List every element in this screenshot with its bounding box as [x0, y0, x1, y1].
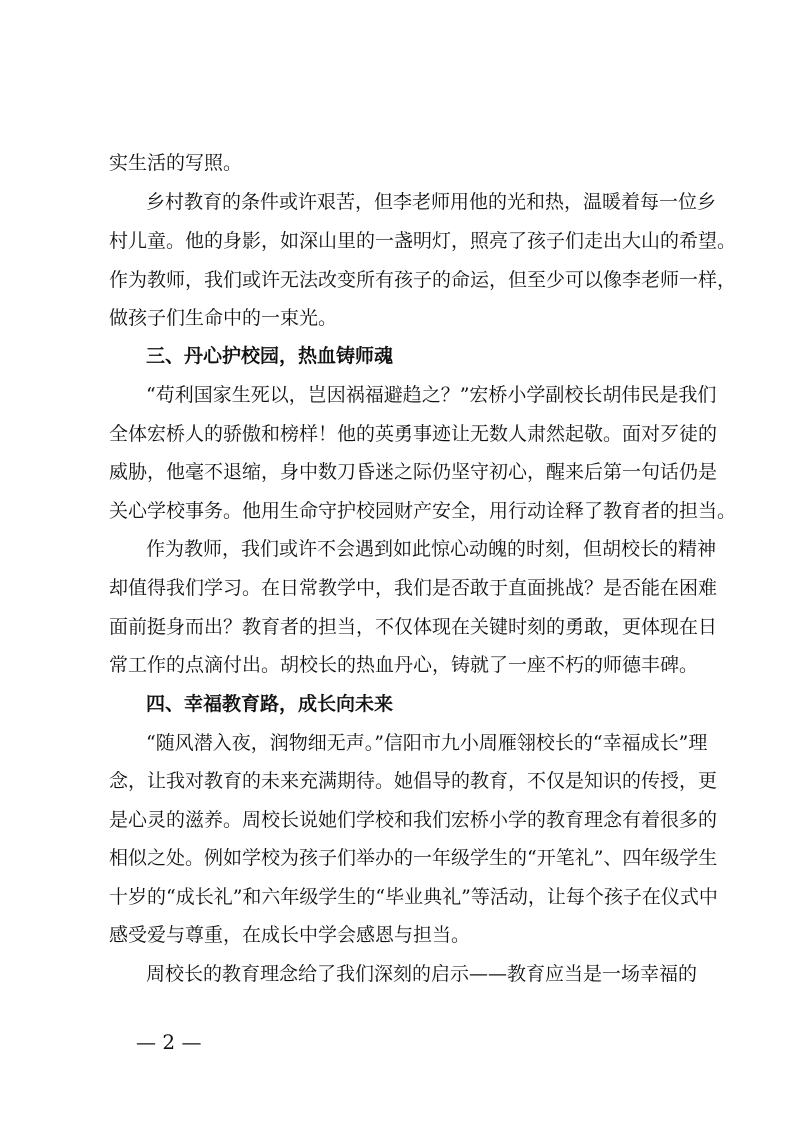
page-number: — 2 —	[136, 1030, 202, 1054]
text-line-14: 常工作的点滴付出。胡校长的热血丹心，铸就了一座不朽的师德丰碑。	[109, 654, 699, 676]
text-line-21: 感受爱与尊重，在成长中学会感恩与担当。	[109, 924, 471, 946]
text-line-1: 实生活的写照。	[109, 152, 243, 174]
section-heading-3: 三、丹心护校园，热血铸师魂	[146, 345, 394, 367]
text-line-22: 周校长的教育理念给了我们深刻的启示——教育应当是一场幸福的	[146, 963, 698, 985]
text-line-3: 村儿童。他的身影，如深山里的一盏明灯，照亮了孩子们走出大山的希望。	[109, 230, 737, 252]
text-line-9: 威胁，他毫不退缩，身中数刀昏迷之际仍坚守初心，醒来后第一句话仍是	[109, 461, 718, 483]
text-line-7: “苟利国家生死以，岂因祸福避趋之？”宏桥小学副校长胡伟民是我们	[146, 384, 717, 406]
text-line-20: 十岁的“成长礼”和六年级学生的“毕业典礼”等活动，让每个孩子在仪式中	[109, 886, 718, 908]
text-line-12: 却值得我们学习。在日常教学中，我们是否敢于直面挑战？是否能在困难	[109, 577, 718, 599]
text-line-8: 全体宏桥人的骄傲和榜样！他的英勇事迹让无数人肃然起敬。面对歹徒的	[109, 423, 718, 445]
text-line-19: 相似之处。例如学校为孩子们举办的一年级学生的“开笔礼”、四年级学生	[109, 847, 718, 869]
text-line-16: “随风潜入夜，润物细无声。”信阳市九小周雁翎校长的“幸福成长”理	[146, 732, 708, 754]
text-line-2: 乡村教育的条件或许艰苦，但李老师用他的光和热，温暖着每一位乡	[146, 191, 717, 213]
section-heading-4: 四、幸福教育路，成长向未来	[146, 693, 394, 715]
text-line-5: 做孩子们生命中的一束光。	[109, 307, 338, 329]
text-line-18: 是心灵的滋养。周校长说她们学校和我们宏桥小学的教育理念有着很多的	[109, 809, 718, 831]
text-line-13: 面前挺身而出？教育者的担当，不仅体现在关键时刻的勇敢，更体现在日	[109, 616, 718, 638]
text-line-4: 作为教师，我们或许无法改变所有孩子的命运，但至少可以像李老师一样，	[109, 269, 737, 291]
text-line-10: 关心学校事务。他用生命守护校园财产安全，用行动诠释了教育者的担当。	[109, 500, 737, 522]
text-line-11: 作为教师，我们或许不会遇到如此惊心动魄的时刻，但胡校长的精神	[146, 538, 717, 560]
text-line-17: 念，让我对教育的未来充满期待。她倡导的教育，不仅是知识的传授，更	[109, 770, 718, 792]
